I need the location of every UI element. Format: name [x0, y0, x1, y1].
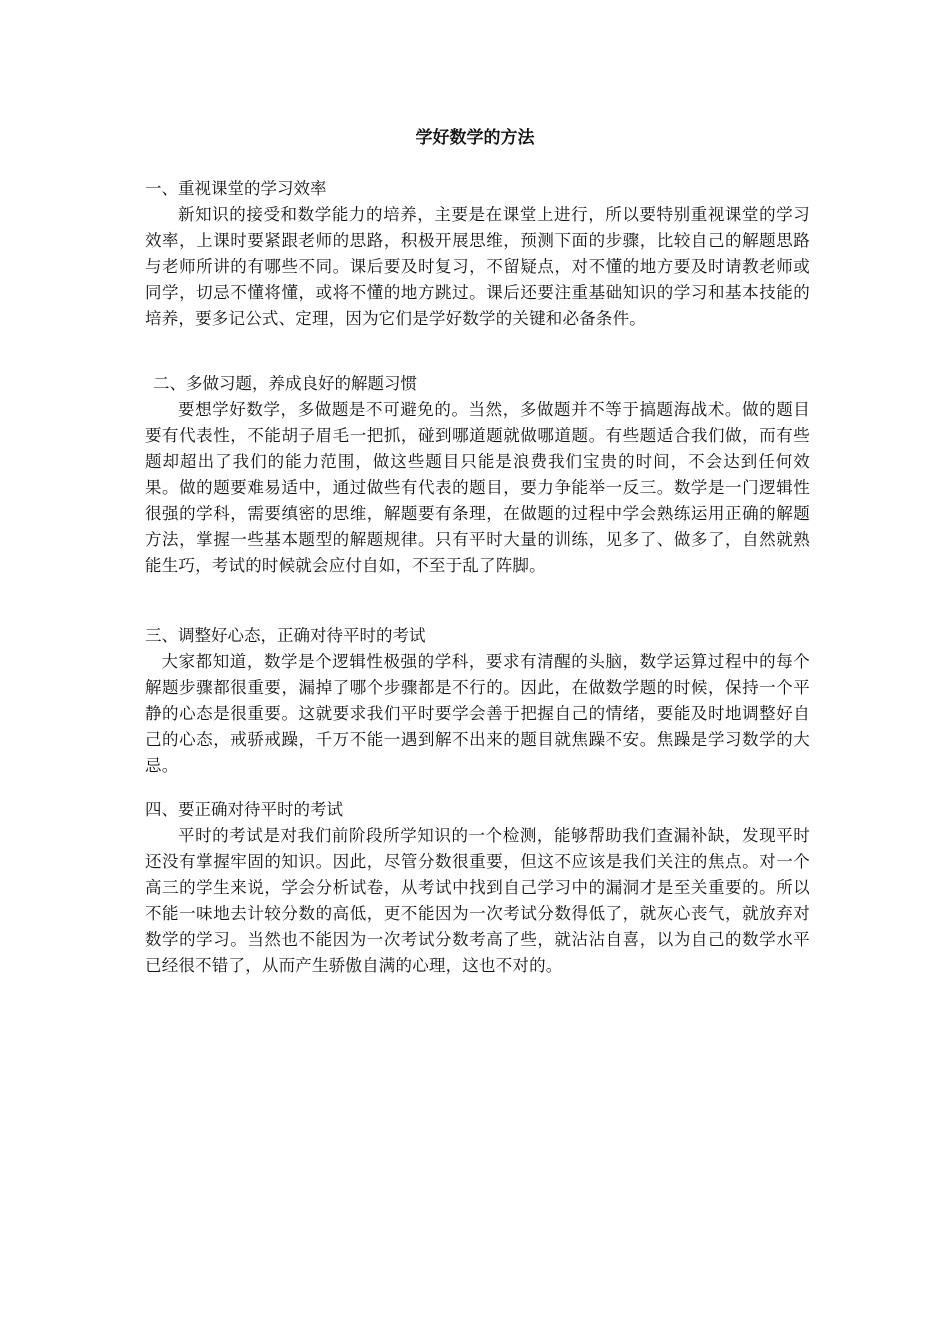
document-title: 学好数学的方法: [415, 128, 535, 148]
section-classroom-efficiency: [145, 176, 810, 332]
section-mindset: [145, 623, 810, 779]
section-heading: 四、要正确对待平时的考试: [145, 800, 343, 819]
section-paragraph: 新知识的接受和数学能力的培养，主要是在课堂上进行，所以要特别重视课堂的学习效率，上课时要紧跟老师的思路，积极开展思维，预测下面的步骤，比较自己的解题思路与老师所讲的有哪些不同。课后要及时复习，不留疑点，对不懂的地方要及时请教老师或同学，切忌不懂将懂，或将不懂的地方跳过。课后还要注重基础知识的学习和基本技能的培养，要多记公式、定理，因为它们是学好数学的关键和必备条件。: [145, 205, 810, 328]
section-exams: [145, 797, 810, 979]
section-paragraph: 大家都知道，数学是个逻辑性极强的学科，要求有清醒的头脑，数学运算过程中的每个解题步骤都很重要，漏掉了哪个步骤都是不行的。因此，在做数学题的时候，保持一个平静的心态是很重要。这就要求我们平时要学会善于把握自己的情绪，要能及时地调整好自己的心态，戒骄戒躁，千万不能一遇到解不出来的题目就焦躁不安。焦躁是学习数学的大忌。: [145, 652, 810, 775]
section-paragraph: 平时的考试是对我们前阶段所学知识的一个检测，能够帮助我们查漏补缺，发现平时还没有掌握牢固的知识。因此，尽管分数很重要，但这不应该是我们关注的焦点。对一个高三的学生来说，学会分析试卷，从考试中找到自己学习中的漏洞才是至关重要的。所以不能一味地去计较分数的高低，更不能因为一次考试分数得低了，就灰心丧气，就放弃对数学的学习。当然也不能因为一次考试分数考高了些，就沾沾自喜，以为自己的数学水平已经很不错了，从而产生骄傲自满的心理，这也不对的。: [145, 826, 810, 975]
section-heading: 二、多做习题，养成良好的解题习惯: [153, 374, 417, 393]
section-paragraph: 要想学好数学，多做题是不可避免的。当然，多做题并不等于搞题海战术。做的题目要有代表性，不能胡子眉毛一把抓，碰到哪道题就做哪道题。有些题适合我们做，而有些题却超出了我们的能力范围，做这些题目只能是浪费我们宝贵的时间，不会达到任何效果。做的题要难易适中，通过做些有代表的题目，要力争能举一反三。数学是一门逻辑性很强的学科，需要缜密的思维，解题要有条理，在做题的过程中学会熟练运用正确的解题方法，掌握一些基本题型的解题规律。只有平时大量的训练，见多了、做多了，自然就熟能生巧，考试的时候就会应付自如，不至于乱了阵脚。: [145, 400, 810, 575]
section-practice-exercises: [145, 371, 810, 579]
section-heading: 三、调整好心态，正确对待平时的考试: [145, 626, 426, 645]
section-heading: 一、重视课堂的学习效率: [145, 179, 327, 198]
